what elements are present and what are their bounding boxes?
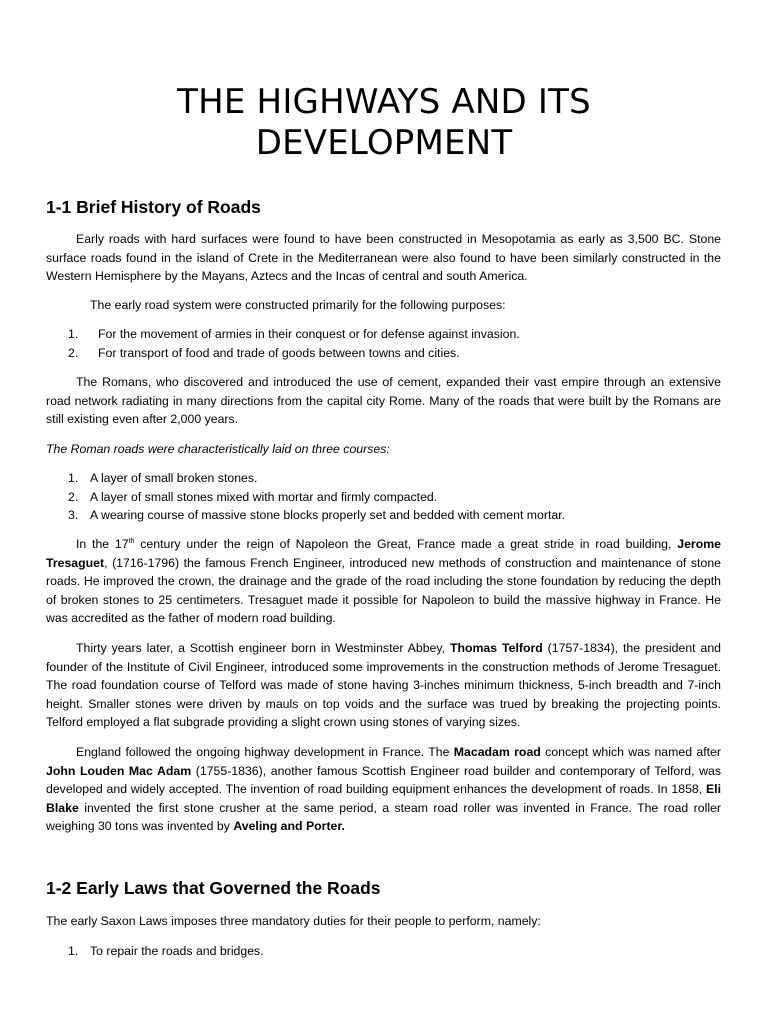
list-item: 3. A wearing course of massive stone blocks properly set and bedded with cement mortar. — [68, 508, 566, 523]
list-item: 2. A layer of small stones mixed with mortar and firmly compacted. — [68, 489, 438, 504]
name-eli-blake: Eli Blake — [46, 782, 721, 815]
name-john-louden-mac-adam: John Louden Mac Adam — [46, 763, 192, 778]
duties-list — [46, 942, 721, 961]
list-item: 1. A layer of small broken stones. — [68, 471, 258, 485]
paragraph-tresaguet: In the 17th century under the reign of Napoleon the Great, France made a great stride in road building, Jerome Tresaguet, (1716-1796) the famous French Engineer, introduced new methods of construction and maintenance of stone roads. He improved the crown, the drainage and the grade of the road including the stone foundation by reducing the depth of broken stones to 25 centimeters. Tresaguet made it possible for Napoleon to build the massive highway in France. He was accredited as the father of modern road building. — [46, 537, 721, 626]
list-item: 1. For the movement of armies in their conquest or for defense against invasion. — [68, 327, 520, 341]
term-macadam-road: Macadam road — [453, 745, 541, 759]
title-line-2: DEVELOPMENT — [255, 123, 513, 163]
list-item: 1. To repair the roads and bridges. — [68, 944, 264, 958]
paragraph-purposes-intro: The early road system were constructed primarily for the following purposes: — [90, 298, 506, 312]
paragraph-romans: The Romans, who discovered and introduced the use of cement, expanded their vast empire through an extensive road network radiating in many directions from the capital city Rome. Many of the roads that were built by the Romans are still existing even after 2,000 years. — [46, 375, 721, 427]
courses-list — [46, 469, 721, 525]
name-thomas-telford: Thomas Telford — [449, 641, 543, 655]
paragraph-telford: Thirty years later, a Scottish engineer born in Westminster Abbey, Thomas Telford (1757-1834), the president and founder of the Institute of Civil Engineer, introduced some improvements in the construction methods of Jerome Tresaguet. The road foundation course of Telford was made of stone having 3-inches minimum thickness, 5-inch breadth and 7-inch height. Smaller stones were driven by mauls on top voids and the surface was trued by breaking the projecting points. Telford employed a flat subgrade providing a slight crown using stones of varying sizes. — [46, 641, 721, 730]
purposes-list — [46, 325, 721, 362]
section-2-heading: 1-2 Early Laws that Governed the Roads — [46, 878, 381, 898]
paragraph-saxon-laws: The early Saxon Laws imposes three mandatory duties for their people to perform, namely: — [46, 914, 541, 928]
title-line-1: THE HIGHWAYS AND ITS — [177, 82, 591, 122]
section-1-heading: 1-1 Brief History of Roads — [46, 197, 261, 217]
name-jerome-tresaguet: Jerome Tresaguet — [46, 537, 721, 570]
list-item: 2. For transport of food and trade of goods between towns and cities. — [68, 345, 460, 360]
paragraph-macadam: England followed the ongoing highway development in France. The Macadam road concept which was named after John Louden Mac Adam (1755-1836), another famous Scottish Engineer road builder and contemporary of Telford, was developed and widely accepted. The invention of road building equipment enhances the development of roads. In 1858, Eli Blake invented the first stone crusher at the same period, a steam road roller was invented in France. The road roller weighing 30 tons was invented by Aveling and Porter. — [46, 745, 722, 834]
paragraph-early-roads: Early roads with hard surfaces were found to have been constructed in Mesopotamia as early as 3,500 BC. Stone surface roads found in the island of Crete in the Mediterranean were also found to have been similarly constructed in the Western Hemisphere by the Mayans, Aztecs and the Incas of central and south America. — [46, 232, 721, 284]
document-title — [0, 82, 768, 164]
name-aveling-and-porter: Aveling and Porter. — [233, 819, 345, 834]
paragraph-roman-courses-intro: The Roman roads were characteristically laid on three courses: — [46, 442, 390, 456]
